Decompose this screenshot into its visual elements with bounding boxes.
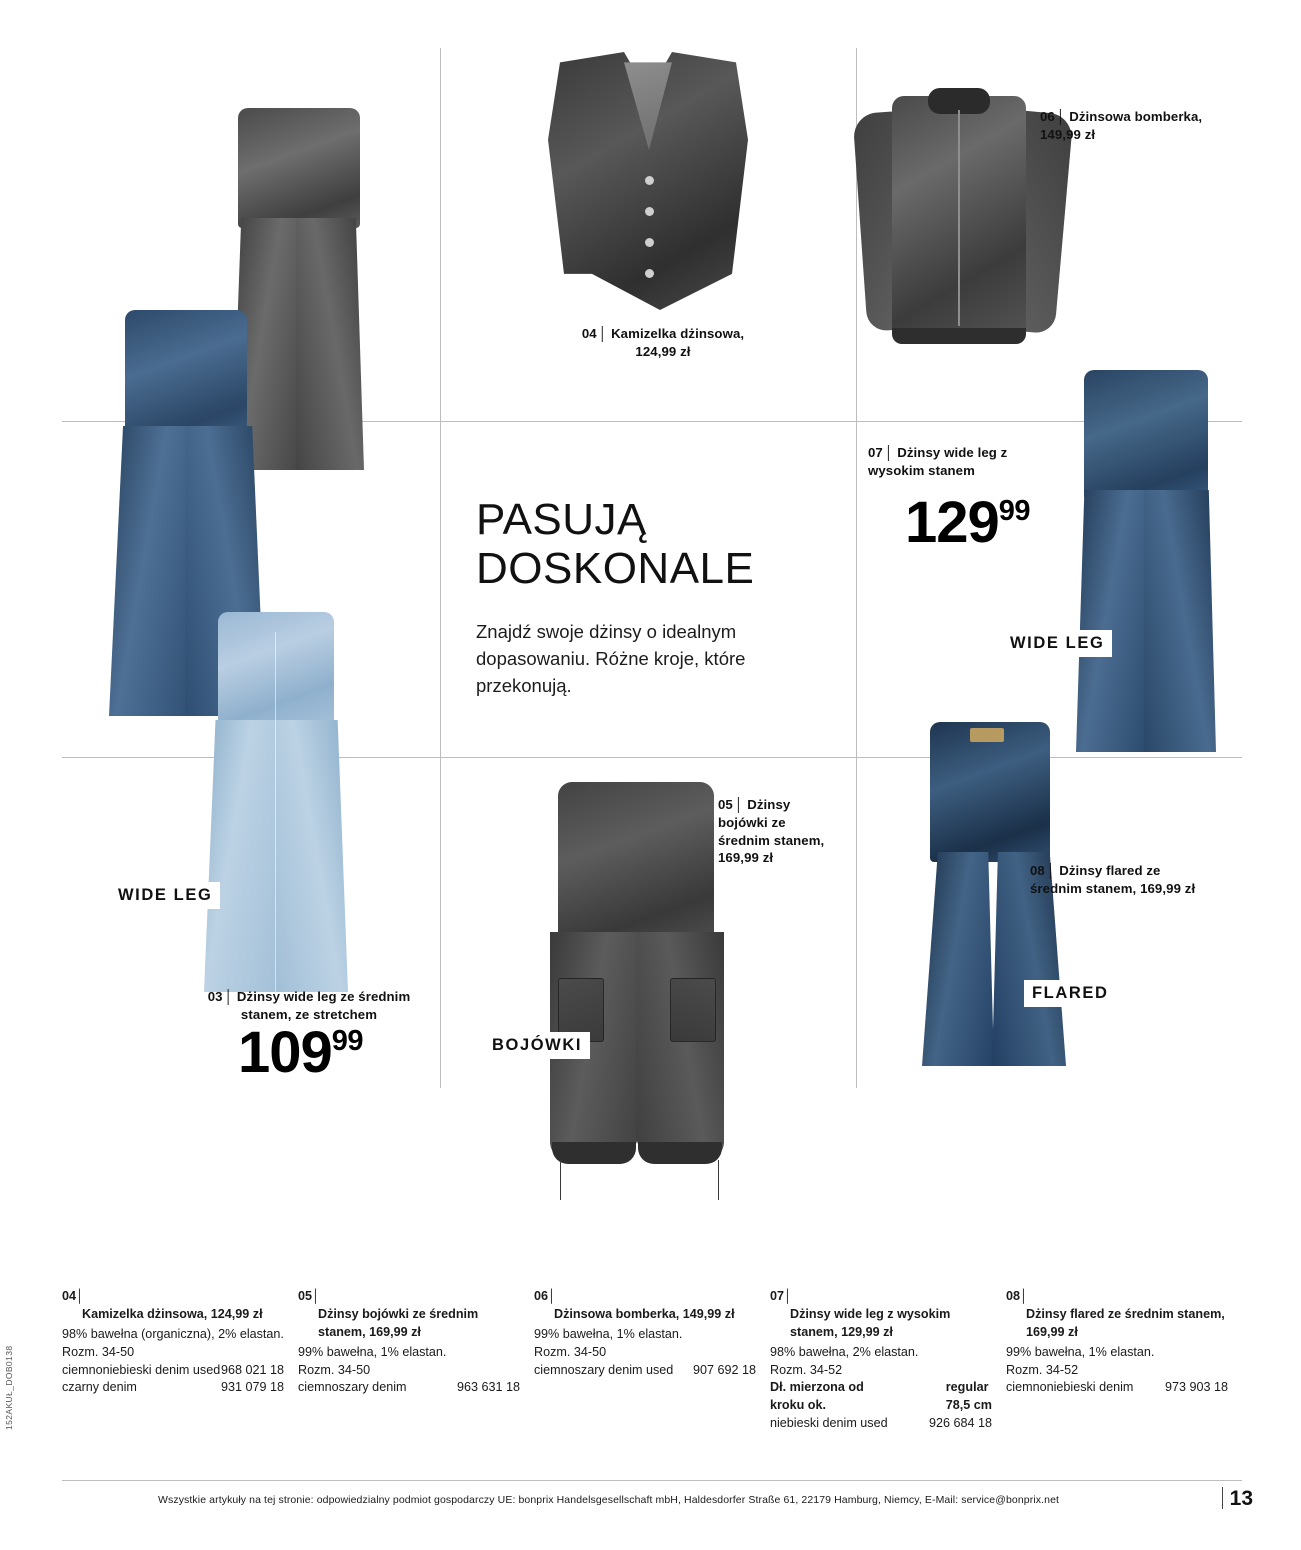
callout-04-number: 04 (581, 326, 597, 341)
callout-04: 04 │ Kamizelka dżinsowa, 124,99 zł (581, 326, 745, 359)
light-jeans-leg-left (204, 720, 276, 992)
blue-jeans-waist (125, 310, 247, 438)
bomber-zipper (958, 110, 960, 326)
page-number (1222, 1487, 1253, 1511)
callout-07-text: Dżinsy wide leg z wysokim stanem (868, 445, 1008, 478)
spec-05-variant-article: 963 631 18 (456, 1380, 520, 1395)
spec-05-variant (298, 1379, 520, 1397)
flared-jeans-waist (930, 722, 1050, 862)
spec-08-number: 08 (1006, 1289, 1021, 1303)
flared-jeans-brand-label (970, 728, 1004, 742)
product-image-cargo-jeans (536, 782, 736, 1190)
grey-jeans-leg-right (296, 218, 364, 470)
callout-05-number: 05 (718, 797, 733, 812)
grey-jeans-waist (238, 108, 360, 228)
price-07-integer: 129 (905, 490, 999, 555)
vest-button (645, 207, 654, 216)
side-code: 152AKUŁ_DOB0138 (4, 1345, 14, 1430)
footer-legal-text: Wszystkie artykuły na tej stronie: odpowiedzialny podmiot gospodarczy UE: bonprix Handelsgesellschaft mbH, Haldesdorfer Straße 61, 22179 Hamburg, Niemcy, E-Mail: service@bonprix.net (158, 1494, 1060, 1506)
spec-06-number: 06 (534, 1289, 549, 1303)
cargo-leg-right (636, 932, 724, 1160)
product-image-denim-vest (548, 52, 748, 310)
footer-divider (62, 1480, 1242, 1481)
cargo-drawstring-left (560, 1160, 561, 1200)
spec-05-number: 05 (298, 1289, 313, 1303)
price-03 (238, 1020, 364, 1085)
spec-07-title: 07│ Dżinsy wide leg z wysokim stanem, 129,99 zł (770, 1288, 992, 1342)
spec-05-sizes: Rozm. 34-50 (298, 1362, 371, 1377)
callout-08: 08 │ Dżinsy flared ze średnim stanem, 169,99 zł (1030, 863, 1196, 896)
callout-06: 06 │ Dżinsowa bomberka, 149,99 zł (1040, 109, 1203, 142)
price-03-decimal: 99 (331, 1025, 364, 1057)
wide-jeans-leg-right (1144, 490, 1216, 752)
spec-04-variant-label: czarny denim (62, 1380, 137, 1395)
spec-08-lines (1006, 1344, 1228, 1398)
spec-06-title-text: Dżinsowa bomberka, 149,99 zł (554, 1306, 735, 1321)
spec-column-08 (1006, 1288, 1242, 1433)
cargo-drawstring-right (718, 1160, 719, 1200)
wide-jeans-waist (1084, 370, 1208, 500)
headline-body-text: Znajdź swoje dżinsy o idealnym dopasowaniu. Różne kroje, które przekonują. (476, 620, 746, 697)
spec-05-title-text: Dżinsy bojówki ze średnim stanem, 169,99 zł (318, 1306, 479, 1339)
spec-07-measure (770, 1379, 992, 1415)
product-image-denim-bomber-jacket (856, 82, 1068, 364)
callout-07: 07 │ Dżinsy wide leg z wysokim stanem (868, 445, 1008, 478)
spec-04-lines (62, 1326, 284, 1398)
spec-07-number: 07 (770, 1289, 785, 1303)
wide-jeans-leg-left (1076, 490, 1146, 752)
vest-button (645, 238, 654, 247)
cargo-cuff-left (552, 1142, 636, 1164)
spec-07-measure-value: 78,5 cm (945, 1398, 992, 1413)
spec-06-sizes: Rozm. 34-50 (534, 1344, 607, 1359)
spec-column-04 (62, 1288, 298, 1433)
cargo-cuff-right (638, 1142, 722, 1164)
spec-07-variant-label: niebieski denim used (770, 1416, 888, 1431)
spec-08-material: 99% bawełna, 1% elastan. (1006, 1344, 1155, 1359)
headline-line-2: DOSKONALE (476, 544, 755, 594)
vest-button (645, 269, 654, 278)
flared-jeans-leg-left (922, 852, 994, 1066)
spec-04-number: 04 (62, 1289, 77, 1303)
product-image-high-waist-wide-leg-jeans (1068, 370, 1228, 752)
callout-04-text: Kamizelka dżinsowa, 124,99 zł (611, 326, 745, 359)
callout-05-text: Dżinsy bojówki ze średnim stanem, 169,99 zł (718, 797, 825, 866)
page-number-tick (1222, 1487, 1223, 1509)
spec-06-lines (534, 1326, 756, 1380)
callout-03-text: Dżinsy wide leg ze średnim stanem, ze stretchem (236, 989, 411, 1022)
spec-04-title-text: Kamizelka dżinsowa, 124,99 zł (82, 1306, 263, 1321)
product-image-light-wide-leg-jeans (196, 612, 356, 990)
price-03-integer: 109 (238, 1020, 332, 1085)
spec-05-material: 99% bawełna, 1% elastan. (298, 1344, 447, 1359)
spec-07-variant (770, 1415, 992, 1433)
headline-block (476, 495, 826, 700)
badge-bojowki: BOJÓWKI (484, 1032, 590, 1059)
callout-06-text: Dżinsowa bomberka, 149,99 zł (1040, 109, 1203, 142)
vest-button (645, 176, 654, 185)
spec-column-05 (298, 1288, 534, 1433)
callout-05: 05 │ Dżinsy bojówki ze średnim stanem, 169,99 zł (718, 797, 825, 866)
spec-08-variant-article: 973 903 18 (1164, 1380, 1228, 1395)
headline-line-1: PASUJĄ (476, 495, 647, 544)
light-jeans-leg-right (274, 720, 348, 992)
spec-08-title: 08│ Dżinsy flared ze średnim stanem, 169,99 zł (1006, 1288, 1228, 1342)
spec-05-lines (298, 1344, 520, 1398)
spec-06-variant-label: ciemnoszary denim used (534, 1362, 674, 1377)
specification-block (62, 1288, 1242, 1433)
light-jeans-seam (275, 632, 276, 992)
spec-07-measure-values (946, 1379, 992, 1415)
callout-08-number: 08 (1030, 863, 1045, 878)
spec-08-title-text: Dżinsy flared ze średnim stanem, 169,99 zł (1026, 1306, 1225, 1339)
spec-04-variant-article: 931 079 18 (220, 1380, 284, 1395)
spec-04-variant-label: ciemnoniebieski denim used (62, 1362, 221, 1377)
spec-07-measure-fit: regular (945, 1380, 989, 1395)
spec-06-material: 99% bawełna, 1% elastan. (534, 1326, 683, 1341)
cargo-waist (558, 782, 714, 942)
spec-06-variant-article: 907 692 18 (692, 1362, 756, 1377)
badge-flared: FLARED (1024, 980, 1117, 1007)
spec-08-variant-label: ciemnoniebieski denim (1006, 1380, 1134, 1395)
spec-05-variant-label: ciemnoszary denim (298, 1380, 407, 1395)
spec-07-sizes: Rozm. 34-52 (770, 1362, 843, 1377)
spec-04-material: 98% bawełna (organiczna), 2% elastan. (62, 1326, 284, 1341)
callout-07-number: 07 (868, 445, 883, 460)
spec-07-measure-label: Dł. mierzona od kroku ok. (770, 1380, 864, 1413)
spec-06-variant (534, 1362, 756, 1380)
spec-04-variant (62, 1362, 284, 1380)
spec-04-sizes: Rozm. 34-50 (62, 1344, 135, 1359)
grid-line-vertical-left (440, 48, 441, 1088)
spec-04-title: 04│ Kamizelka dżinsowa, 124,99 zł (62, 1288, 284, 1324)
callout-08-text: Dżinsy flared ze średnim stanem, 169,99 zł (1030, 863, 1196, 896)
spec-08-variant (1006, 1379, 1228, 1397)
badge-wide-leg-left: WIDE LEG (110, 882, 220, 909)
spec-06-title: 06│ Dżinsowa bomberka, 149,99 zł (534, 1288, 756, 1324)
spec-04-variant-article: 968 021 18 (220, 1362, 284, 1377)
callout-03: 03 │ Dżinsy wide leg ze średnim stanem, ze stretchem (207, 989, 411, 1022)
price-07-decimal: 99 (998, 495, 1031, 527)
spec-08-sizes: Rozm. 34-52 (1006, 1362, 1079, 1377)
spec-column-07 (770, 1288, 1006, 1433)
spec-05-title: 05│ Dżinsy bojówki ze średnim stanem, 169,99 zł (298, 1288, 520, 1342)
spec-04-variant (62, 1379, 284, 1397)
callout-03-number: 03 (207, 989, 223, 1004)
spec-column-06 (534, 1288, 770, 1433)
cargo-pocket-right (670, 978, 716, 1042)
spec-07-variant-article: 926 684 18 (928, 1416, 992, 1431)
light-jeans-waist (218, 612, 334, 732)
spec-07-title-text: Dżinsy wide leg z wysokim stanem, 129,99 zł (790, 1306, 951, 1339)
spec-07-material: 98% bawełna, 2% elastan. (770, 1344, 919, 1359)
blue-jeans-leg-left (109, 426, 187, 716)
page-number-value: 13 (1229, 1487, 1253, 1510)
bomber-hem (892, 328, 1026, 344)
price-07 (905, 490, 1031, 555)
spec-07-lines (770, 1344, 992, 1433)
badge-wide-leg-right: WIDE LEG (1002, 630, 1112, 657)
callout-06-number: 06 (1040, 109, 1055, 124)
